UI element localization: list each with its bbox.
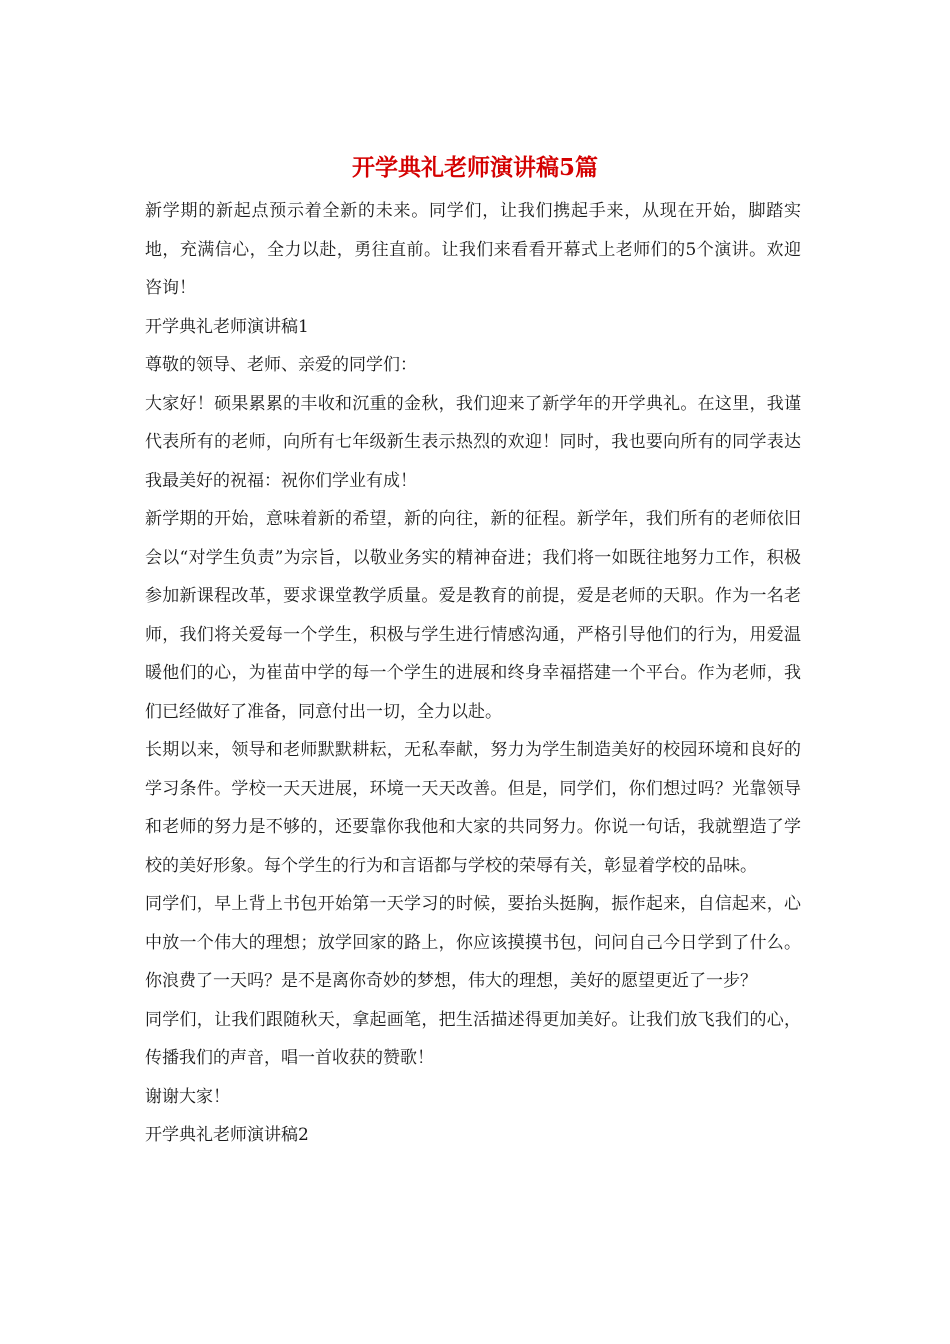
- intro-paragraph: 新学期的新起点预示着全新的未来。同学们，让我们携起手来，从现在开始，脚踏实地，充满信心，全力以赴，勇往直前。让我们来看看开幕式上老师们的5个演讲。欢迎咨询！: [145, 201, 801, 298]
- salutation: 尊敬的领导、老师、亲爱的同学们：: [145, 355, 417, 375]
- body-paragraph: 同学们，让我们跟随秋天，拿起画笔，把生活描述得更加美好。让我们放飞我们的心，传播我们的声音，唱一首收获的赞歌！: [145, 1009, 801, 1068]
- section-heading-1: 开学典礼老师演讲稿1: [145, 316, 309, 337]
- body-paragraph: 长期以来，领导和老师默默耕耘，无私奉献，努力为学生制造美好的校园环境和良好的学习条件。学校一天天进展，环境一天天改善。但是，同学们，你们想过吗？光靠领导和老师的努力是不够的，还要靠你我他和大家的共同努力。你说一句话，我就塑造了学校的美好形象。每个学生的行为和言语都与学校的荣辱有关，彰显着学校的品味。: [145, 740, 801, 876]
- section-heading-2: 开学典礼老师演讲稿2: [145, 1125, 309, 1145]
- document-body: [145, 192, 801, 1155]
- document-title: 开学典礼老师演讲稿5篇: [351, 154, 598, 181]
- body-paragraph: 大家好！硕果累累的丰收和沉重的金秋，我们迎来了新学年的开学典礼。在这里，我谨代表所有的老师，向所有七年级新生表示热烈的欢迎！同时，我也要向所有的同学表达我最美好的祝福：祝你们学业有成！: [145, 393, 801, 491]
- closing-line: 谢谢大家！: [145, 1086, 230, 1107]
- body-paragraph: 同学们，早上背上书包开始第一天学习的时候，要抬头挺胸，振作起来，自信起来，心中放一个伟大的理想；放学回家的路上，你应该摸摸书包，问问自己今日学到了什么。你浪费了一天吗？是不是离你奇妙的梦想，伟大的理想，美好的愿望更近了一步？: [145, 894, 801, 991]
- body-paragraph: 新学期的开始，意味着新的希望，新的向往，新的征程。新学年，我们所有的老师依旧会以“对学生负责”为宗旨，以敬业务实的精神奋进；我们将一如既往地努力工作，积极参加新课程改革，要求课堂教学质量。爱是教育的前提，爱是老师的天职。作为一名老师，我们将关爱每一个学生，积极与学生进行情感沟通，严格引导他们的行为，用爱温暖他们的心，为崔苗中学的每一个学生的进展和终身幸福搭建一个平台。作为老师，我们已经做好了准备，同意付出一切，全力以赴。: [145, 509, 801, 722]
